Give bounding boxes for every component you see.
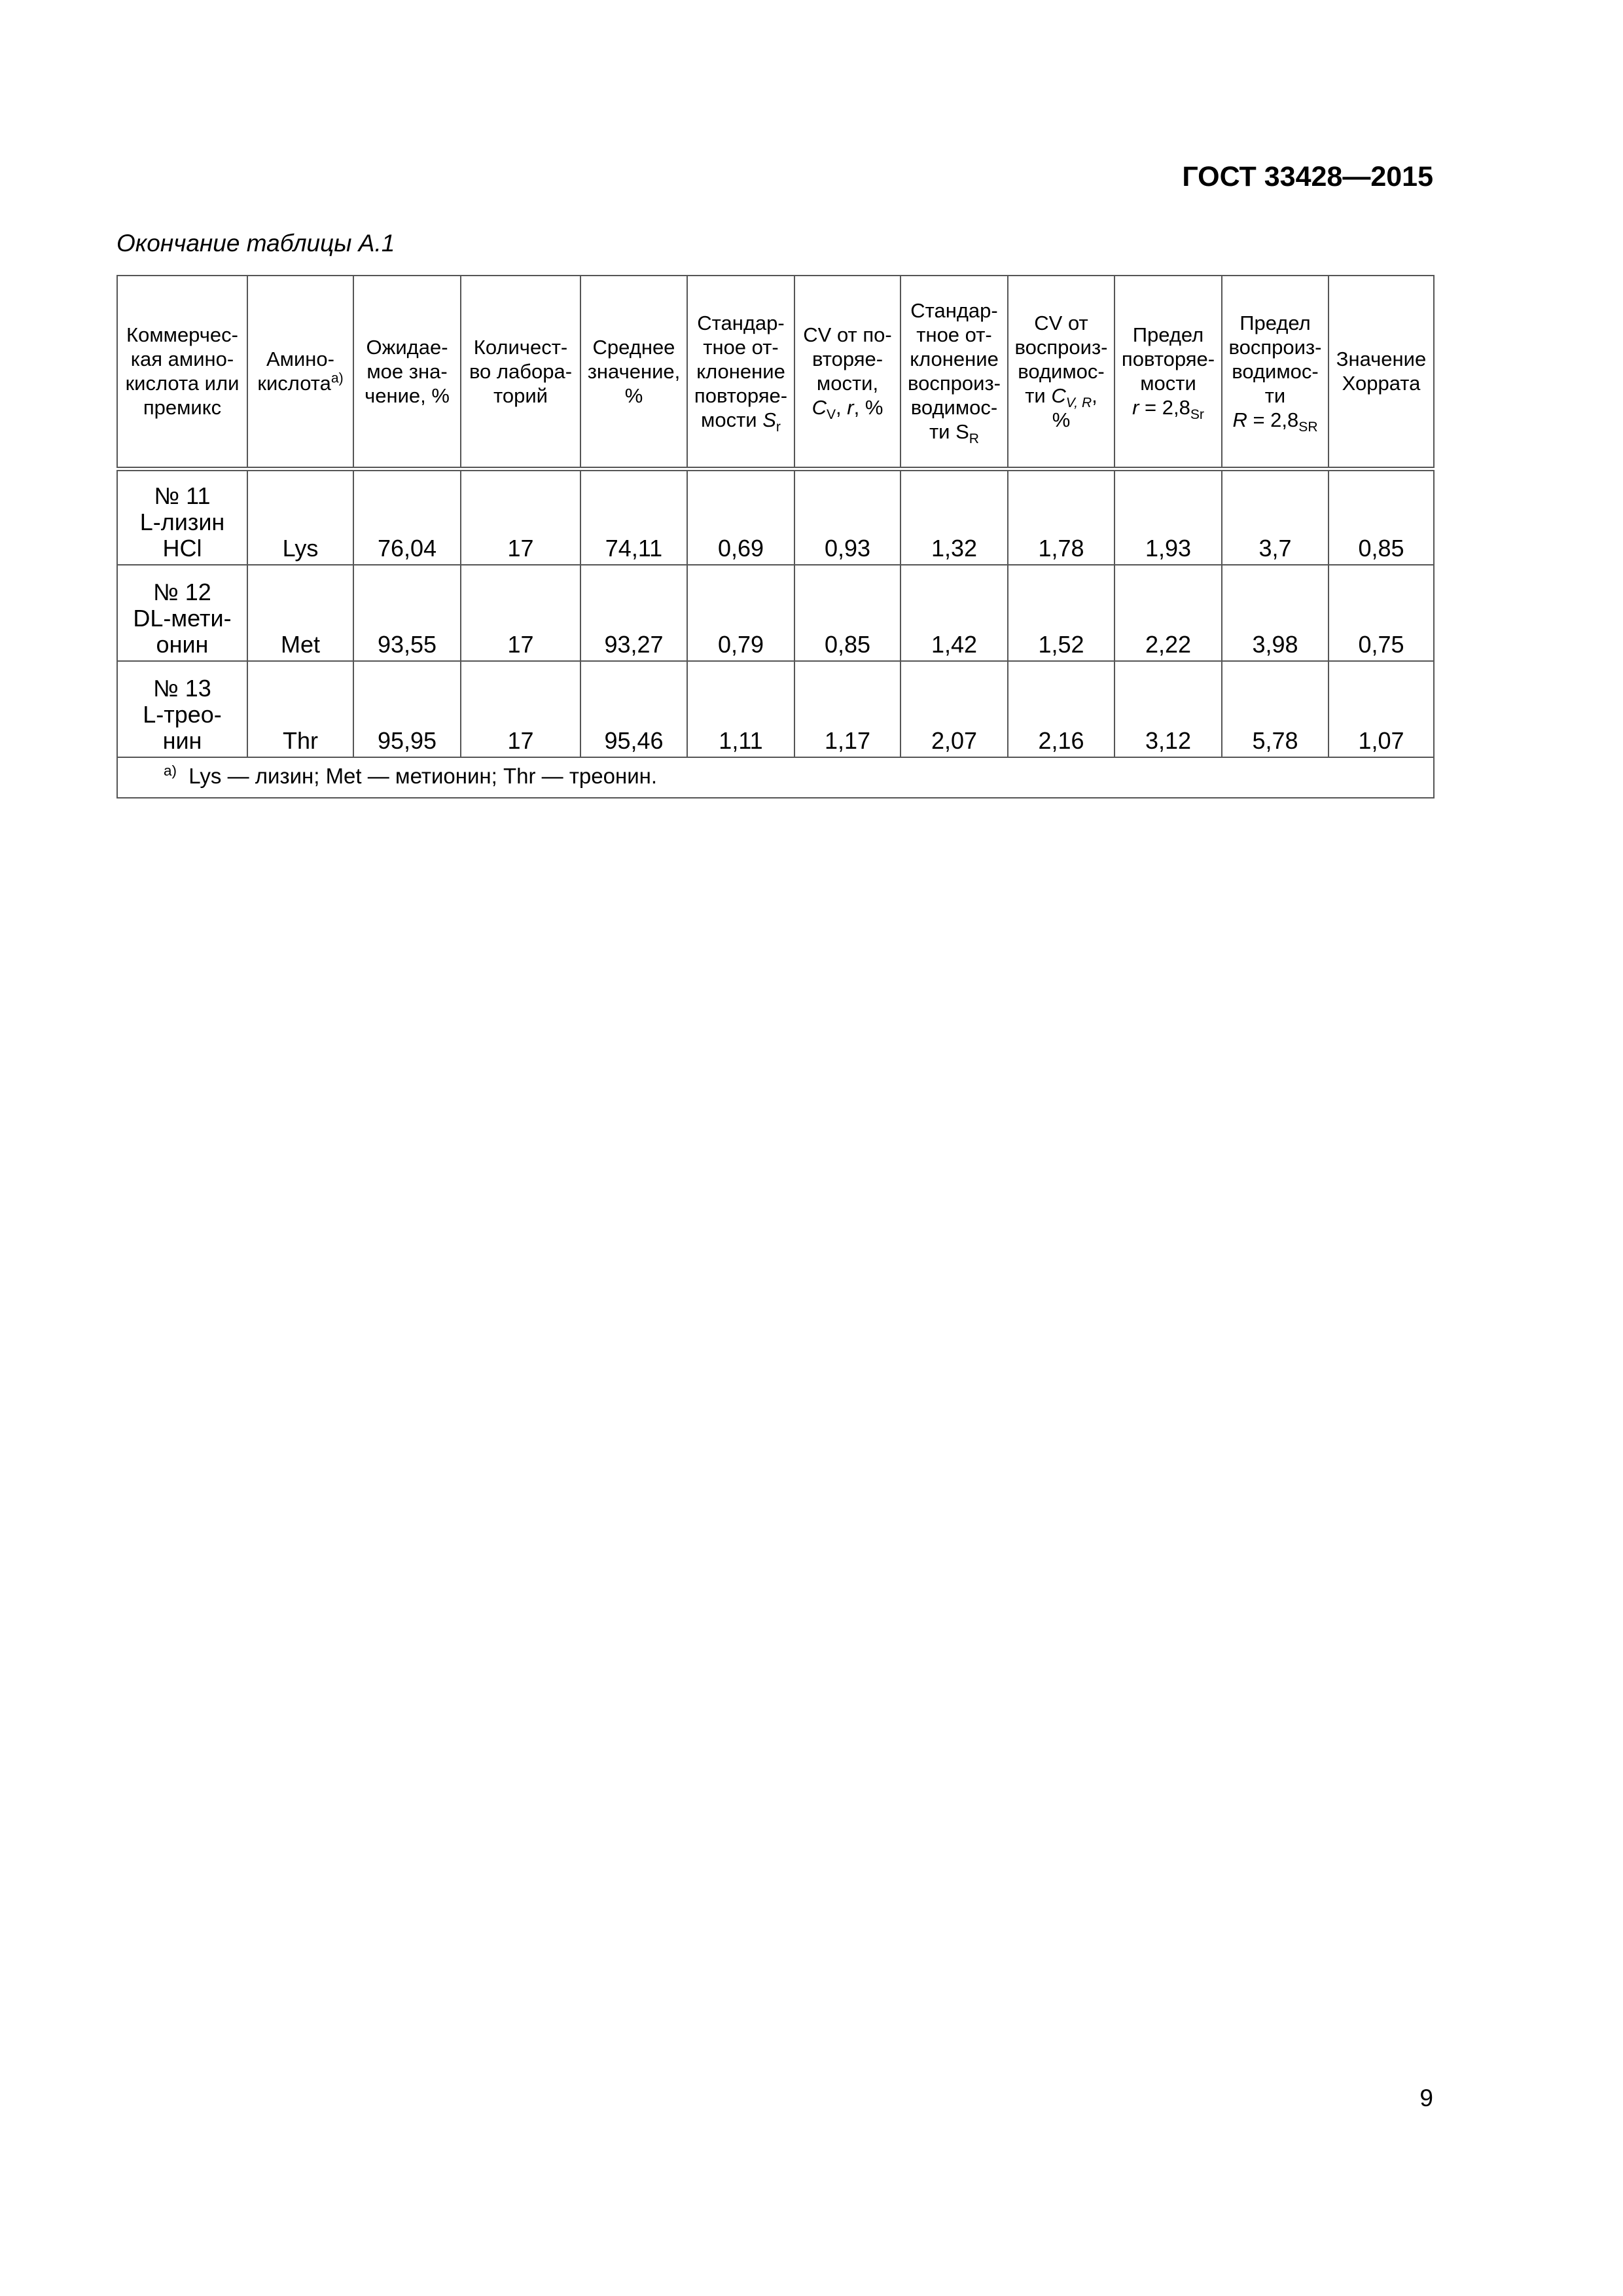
cell-r-limit: 1,93 bbox=[1115, 469, 1222, 565]
cell-cv-r: 0,85 bbox=[794, 565, 901, 661]
cell-cv-R: 1,78 bbox=[1008, 469, 1115, 565]
cell-cv-r: 0,93 bbox=[794, 469, 901, 565]
standard-code: ГОСТ 33428—2015 bbox=[1182, 161, 1433, 192]
header-horrat-value: Значение Хоррата bbox=[1329, 276, 1434, 469]
cell-mean: 93,27 bbox=[580, 565, 687, 661]
cell-product-name: № 12 DL-мети- онин bbox=[117, 565, 247, 661]
table-row bbox=[117, 565, 1434, 661]
cell-horrat: 1,07 bbox=[1329, 661, 1434, 757]
footnote-text: Lys — лизин; Met — метионин; Thr — треонин. bbox=[176, 764, 658, 788]
header-row bbox=[117, 276, 1434, 469]
cell-labs: 17 bbox=[461, 661, 580, 757]
cell-mean: 74,11 bbox=[580, 469, 687, 565]
cell-r-limit: 2,22 bbox=[1115, 565, 1222, 661]
table-footnote bbox=[117, 757, 1434, 798]
cell-product-name: № 11 L-лизин HCl bbox=[117, 469, 247, 565]
table-row bbox=[117, 469, 1434, 565]
cell-labs: 17 bbox=[461, 565, 580, 661]
header-mean-value: Среднее значение, % bbox=[580, 276, 687, 469]
cell-cv-R: 2,16 bbox=[1008, 661, 1115, 757]
header-amino-acid: Амино- кислота$^{а)}$ bbox=[247, 276, 353, 469]
cell-R-limit: 3,7 bbox=[1222, 469, 1329, 565]
header-repeatability-sd: Стандар- тное от- клонение повторяе- мости $S_r$ bbox=[687, 276, 794, 469]
cell-horrat: 0,85 bbox=[1329, 469, 1434, 565]
cell-horrat: 0,75 bbox=[1329, 565, 1434, 661]
header-reproducibility-sd: Стандар- тное от- клонение воспроиз- водимос- ти $S_R$ bbox=[901, 276, 1008, 469]
header-repeatability-limit: Предел повторяе- мости $r = 2,8_{Sr}$ bbox=[1115, 276, 1222, 469]
header-reproducibility-limit: Предел воспроиз- водимос- ти $R = 2,8_{SR}$ bbox=[1222, 276, 1329, 469]
cell-R-limit: 3,98 bbox=[1222, 565, 1329, 661]
footnote-row bbox=[117, 757, 1434, 798]
data-table bbox=[116, 275, 1435, 798]
footnote-mark: а) bbox=[164, 762, 177, 779]
cell-cv-r: 1,17 bbox=[794, 661, 901, 757]
cell-expected: 76,04 bbox=[353, 469, 461, 565]
header-lab-count: Количест- во лабора- торий bbox=[461, 276, 580, 469]
footnote-mark-ref: а) bbox=[330, 370, 344, 386]
cell-sr: 0,79 bbox=[687, 565, 794, 661]
page-number: 9 bbox=[1419, 2085, 1433, 2111]
cell-sR: 2,07 bbox=[901, 661, 1008, 757]
table-caption: Окончание таблицы А.1 bbox=[116, 230, 395, 257]
cell-amino-acid: Thr bbox=[247, 661, 353, 757]
cell-expected: 95,95 bbox=[353, 661, 461, 757]
header-expected-value: Ожидае- мое зна- чение, % bbox=[353, 276, 461, 469]
cell-amino-acid: Met bbox=[247, 565, 353, 661]
header-reproducibility-cv: CV от воспроиз- водимос- ти $C_{V, R}$, % bbox=[1008, 276, 1115, 469]
cell-product-name: № 13 L-трео- нин bbox=[117, 661, 247, 757]
cell-labs: 17 bbox=[461, 469, 580, 565]
cell-sr: 1,11 bbox=[687, 661, 794, 757]
cell-cv-R: 1,52 bbox=[1008, 565, 1115, 661]
table-row bbox=[117, 661, 1434, 757]
header-commercial-amino-acid: Коммерчес- кая амино- кислота или премикс bbox=[117, 276, 247, 469]
cell-sR: 1,42 bbox=[901, 565, 1008, 661]
cell-sr: 0,69 bbox=[687, 469, 794, 565]
cell-sR: 1,32 bbox=[901, 469, 1008, 565]
cell-R-limit: 5,78 bbox=[1222, 661, 1329, 757]
header-repeatability-cv: CV от по- вторяе- мости, $C_V$, r, % bbox=[794, 276, 901, 469]
cell-r-limit: 3,12 bbox=[1115, 661, 1222, 757]
cell-mean: 95,46 bbox=[580, 661, 687, 757]
cell-amino-acid: Lys bbox=[247, 469, 353, 565]
cell-expected: 93,55 bbox=[353, 565, 461, 661]
